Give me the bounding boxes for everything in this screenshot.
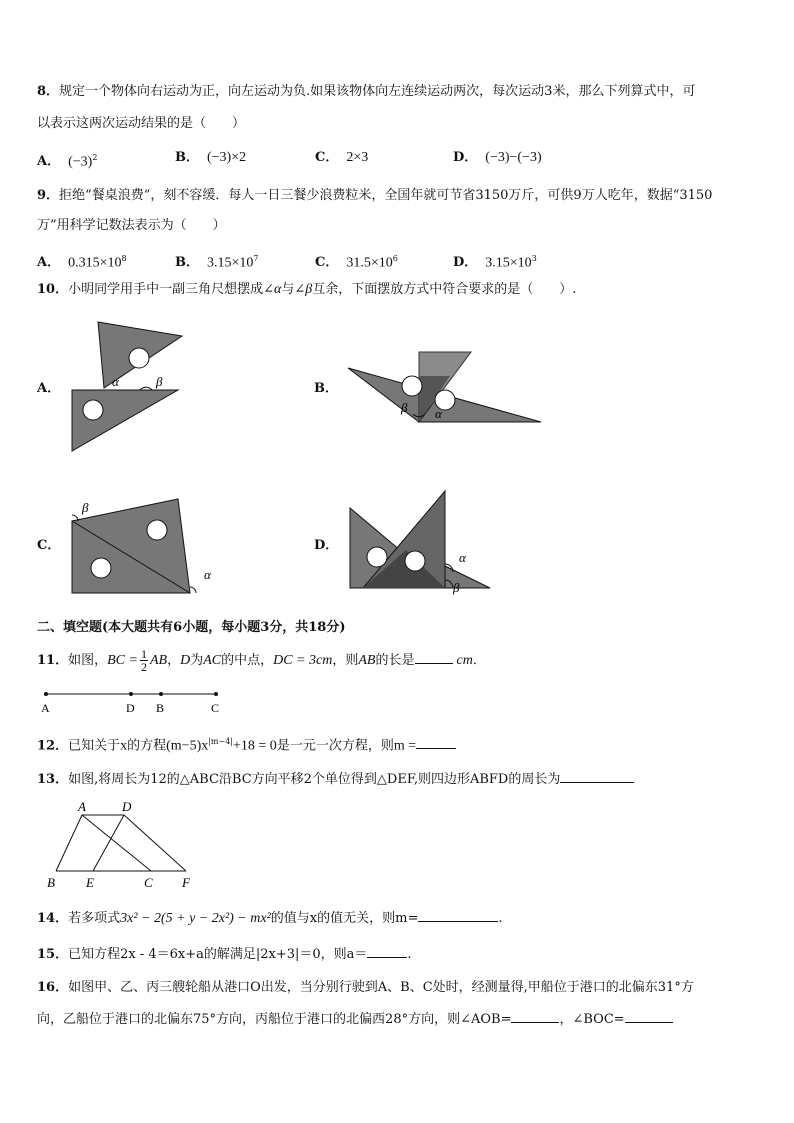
q16-line1: 16．如图甲、乙、丙三艘轮船从港口O出发，当分别行驶到A、B、C处时，经测量得,甲船位于港口的北偏东31°方: [37, 980, 694, 995]
answer-blank[interactable]: [367, 945, 407, 958]
label-d: D: [122, 799, 132, 814]
segment-df: [124, 815, 186, 871]
q15-stem: 15．已知方程2x - 4＝6x+a的解满足|2x+3|＝0，则a＝ .: [37, 947, 412, 962]
q14-polynomial: 3x² − 2(5 + y − 2x²) − mx²: [120, 911, 271, 926]
q10-figure-d: [345, 488, 495, 598]
ruler-hole: [147, 520, 167, 540]
q9-line1: [37, 187, 712, 205]
q10-option-b-label: B．: [314, 381, 338, 396]
beta-label: β: [401, 400, 408, 415]
q8-option-d: D． (−3)−(−3): [453, 150, 542, 165]
segment-ab: [56, 815, 82, 871]
answer-blank-aob[interactable]: [511, 1010, 559, 1023]
q9-option-a: A． $0.315\times 10^8$: [37, 254, 127, 271]
alpha-label: α: [112, 374, 119, 389]
answer-blank[interactable]: [416, 736, 456, 749]
point-c: [214, 692, 218, 696]
answer-blank[interactable]: [415, 651, 453, 664]
alpha-label: α: [204, 567, 211, 582]
q8-option-a: A． $(-3)^2$: [37, 153, 98, 170]
label-c: C: [211, 701, 220, 715]
q9-stem-line1: 拒绝“餐桌浪费”，刻不容缓．每人一日三餐少浪费粒米，全国年就可节省3150万斤，可供9万人吃年，数据“3150: [59, 188, 713, 203]
alpha-label: α: [435, 406, 442, 421]
beta-label: β: [82, 500, 89, 515]
q8-stem-line1: 规定一个物体向右运动为正，向左运动为负.如果该物体向左连续运动两次，每次运动3米，那么下列算式中，可: [59, 84, 696, 99]
label-b: B: [156, 701, 165, 715]
label-c: C: [144, 875, 153, 890]
q10-figure-c: [60, 495, 230, 600]
label-a: A: [78, 799, 86, 814]
q11-segment-figure: [40, 688, 230, 716]
angle-arc: [190, 587, 196, 593]
q8-option-c: C． 2×3: [315, 150, 369, 165]
label-e: E: [86, 875, 94, 890]
section-title: 二、填空题(本大题共有6小题，每小题3分，共18分): [37, 620, 346, 635]
q10-stem: 10．小明同学用手中一副三角尺想摆成∠α与∠β互余，下面摆放方式中符合要求的是（ ）.: [37, 282, 577, 297]
beta-label: β: [156, 374, 163, 389]
triangle-rulers: [72, 499, 190, 593]
q9-option-d: D． $3.15\times 10^3$: [453, 254, 537, 271]
answer-blank-boc[interactable]: [625, 1010, 673, 1023]
label-a: A: [41, 701, 50, 715]
q10-option-c-label: C．: [37, 538, 61, 553]
q16-line2: 向，乙船位于港口的北偏东75°方向，丙船位于港口的北偏西28°方向，则∠AOB= ，∠BOC=: [37, 1010, 673, 1029]
triangle-ruler-bottom: [72, 390, 178, 451]
q10-figure-a: [60, 318, 190, 458]
q9-number: 9．: [37, 188, 60, 203]
point-a: [44, 692, 48, 696]
label-d: D: [126, 701, 135, 715]
ruler-hole: [129, 348, 149, 368]
q9-option-b: B． $3.15\times 10^7$: [175, 254, 259, 271]
q8-line2: 以表示这两次运动结果的是（ ）: [37, 116, 246, 131]
q9-line2: 万”用科学记数法表示为（ ）: [37, 218, 226, 233]
q13-translation-figure: [44, 797, 204, 893]
answer-blank[interactable]: [418, 909, 498, 922]
ruler-hole: [405, 551, 425, 571]
q8-number: 8．: [37, 84, 60, 99]
segment-de: [93, 815, 124, 871]
q12-stem: 12．已知关于x的方程$(m-5)x^{|m-4|}+18 = 0$是一元一次方程，则m =: [37, 733, 456, 755]
q13-stem: 13．如图,将周长为12的△ABC沿BC方向平移2个单位得到△DEF,则四边形ABFD的周长为: [37, 770, 634, 789]
label-f: F: [182, 875, 190, 890]
alpha-label: α: [459, 550, 466, 565]
ruler-hole: [83, 400, 103, 420]
segment-ac: [82, 815, 151, 871]
q10-figure-b: [345, 348, 545, 428]
q8-line1: [37, 83, 695, 101]
ruler-hole: [91, 558, 111, 578]
answer-blank[interactable]: [560, 770, 634, 783]
beta-label: β: [453, 580, 460, 595]
ruler-hole: [402, 376, 422, 396]
ruler-hole: [367, 547, 387, 567]
point-b: [159, 692, 163, 696]
q8-option-b: B． (−3)×2: [175, 150, 247, 165]
q14-stem: 14．若多项式3x² − 2(5 + y − 2x²) − mx²的值与x的值无关，则m= .: [37, 911, 503, 926]
q11-stem: 11．如图，BC = $\frac{1}{2}$ AB，D为AC的中点，DC = 3cm，则AB的长是 cm．: [37, 647, 486, 674]
q10-option-d-label: D．: [314, 538, 339, 553]
label-b: B: [47, 875, 55, 890]
q10-option-a-label: A．: [37, 381, 61, 396]
q9-option-c: C． $31.5\times 10^6$: [315, 254, 398, 271]
point-d: [129, 692, 133, 696]
ruler-tip: [445, 566, 490, 588]
